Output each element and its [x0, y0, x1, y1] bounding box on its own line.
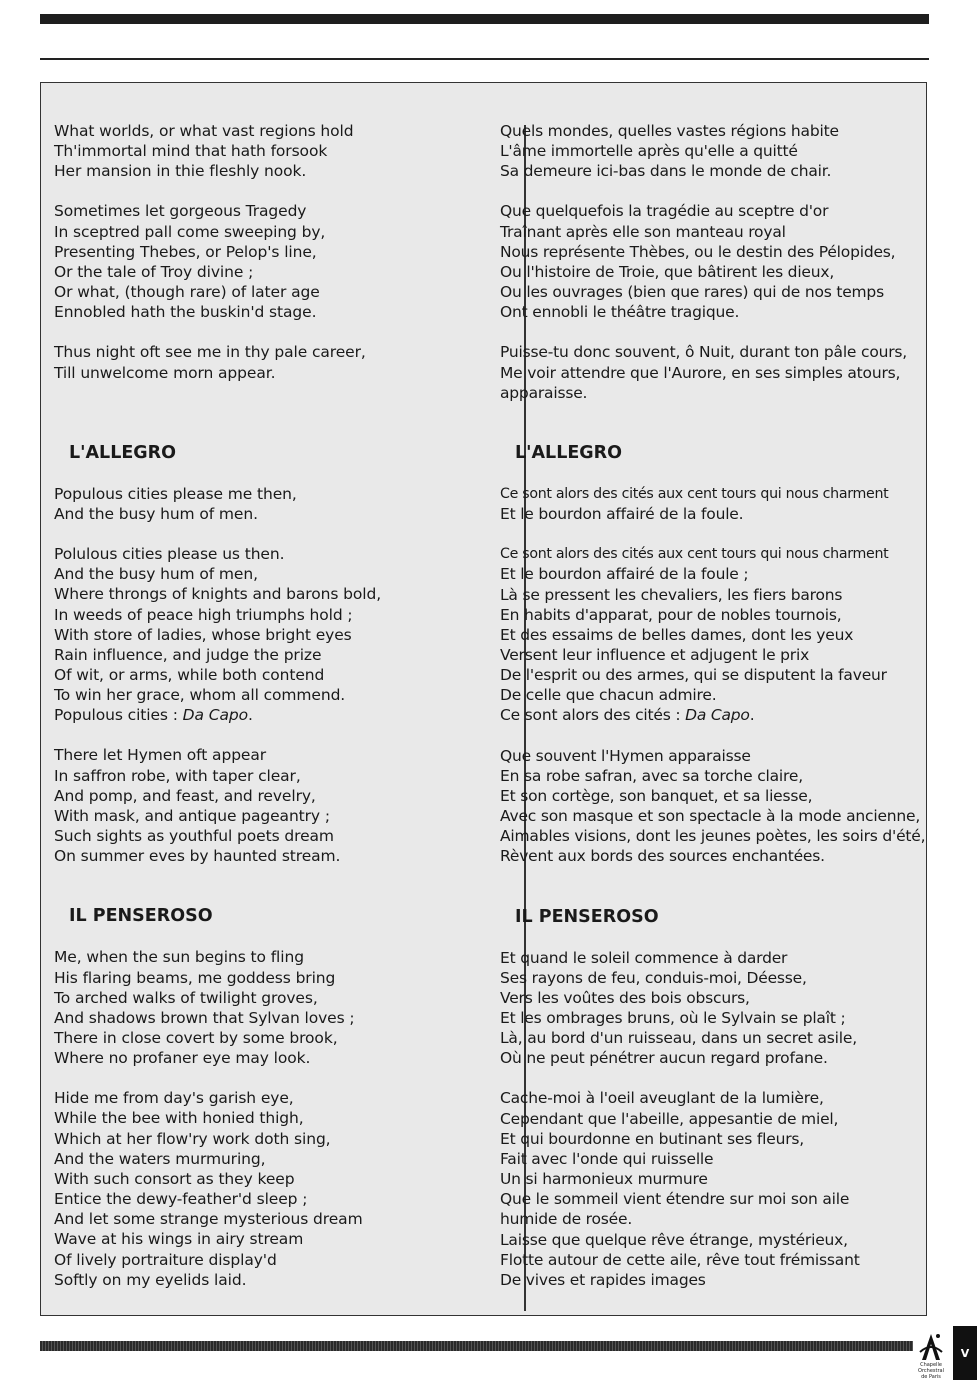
- stanza: [54, 201, 494, 322]
- verse-line: Polulous cities please us then.: [54, 545, 285, 564]
- verse-line: Her mansion in thie fleshly nook.: [54, 162, 307, 181]
- stanza: [54, 121, 494, 181]
- verse-line: Et le bourdon affairé de la foule ;: [500, 565, 749, 584]
- verse-line: Là se pressent les chevaliers, les fiers barons: [500, 585, 843, 604]
- verse-line: Ont ennobli le théâtre tragique.: [500, 303, 740, 322]
- verse-line: Presenting Thebes, or Pelop's line,: [54, 242, 317, 261]
- verse-line: Et des essaims de belles dames, dont les yeux: [500, 625, 854, 644]
- verse-line: And shadows brown that Sylvan loves ;: [54, 1008, 355, 1027]
- verse-line: Thus night oft see me in thy pale career,: [54, 343, 366, 362]
- verse-line: Ou l'histoire de Troie, que bâtirent les dieux,: [500, 262, 835, 281]
- section-heading: IL PENSEROSO: [69, 906, 213, 927]
- verse-line: Such sights as youthful poets dream: [54, 827, 334, 846]
- verse-line: Where no profaner eye may look.: [54, 1049, 311, 1068]
- spacer: [500, 181, 925, 201]
- verse-line: De vives et rapides images: [500, 1270, 706, 1289]
- verse-line: De l'esprit ou des armes, qui se disputent la faveur: [500, 666, 887, 685]
- stanza: [54, 544, 494, 725]
- stanza: [54, 342, 494, 382]
- verse-line: En sa robe safran, avec sa torche claire,: [500, 766, 803, 785]
- verse-line: While the bee with honied thigh,: [54, 1109, 304, 1128]
- spacer: [54, 463, 494, 484]
- french-column: [500, 121, 925, 1290]
- verse-line: Avec son masque et son spectacle à la mode ancienne,: [500, 807, 921, 826]
- verse-line: Entice the dewy-feather'd sleep ;: [54, 1190, 308, 1209]
- stanza: [500, 121, 925, 181]
- spacer: [500, 726, 925, 746]
- stanza: [500, 1088, 925, 1290]
- verse-line: In weeds of peace high triumphs hold ;: [54, 605, 353, 624]
- spacer: [500, 1068, 925, 1088]
- verse-line: Th'immortal mind that hath forsook: [54, 142, 328, 161]
- verse-line: And the busy hum of men,: [54, 565, 258, 584]
- verse-line: With store of ladies, whose bright eyes: [54, 625, 352, 644]
- verse-line: Là, au bord d'un ruisseau, dans un secret asile,: [500, 1029, 857, 1048]
- verse-line: Of wit, or arms, while both contend: [54, 665, 325, 684]
- verse-line: Flotte autour de cette aile, rêve tout frémissant: [500, 1250, 860, 1269]
- top-decorative-bar: [40, 14, 929, 24]
- verse-line: Aimables visions, dont les jeunes poètes, les soirs d'été,: [500, 827, 926, 846]
- verse-line: Ce sont alors des cités : Da Capo.: [500, 706, 755, 725]
- top-rule: [40, 58, 929, 60]
- verse-line: Ou les ouvrages (bien que rares) qui de nos temps: [500, 283, 884, 302]
- stanza: [54, 947, 494, 1068]
- verse-line: Ce sont alors des cités aux cent tours qui nous charment: [500, 546, 889, 563]
- verse-line: In sceptred pall come sweeping by,: [54, 222, 326, 241]
- spacer: [54, 1068, 494, 1088]
- stanza: [500, 544, 925, 725]
- verse-line: Which at her flow'ry work doth sing,: [54, 1129, 331, 1148]
- verse-line: De celle que chacun admire.: [500, 686, 717, 705]
- spacer: [500, 322, 925, 342]
- verse-line: Or what, (though rare) of later age: [54, 283, 320, 302]
- verse-line: Quels mondes, quelles vastes régions habite: [500, 122, 839, 140]
- verse-line: L'âme immortelle après qu'elle a quitté: [500, 142, 798, 161]
- spacer: [54, 322, 494, 342]
- verse-line: Et quand le soleil commence à darder: [500, 948, 788, 967]
- verse-line: Rain influence, and judge the prize: [54, 645, 322, 664]
- verse-line: And pomp, and feast, and revelry,: [54, 786, 316, 805]
- stanza: [54, 484, 494, 524]
- verse-line: Que quelquefois la tragédie au sceptre d'or: [500, 202, 829, 221]
- text-panel: [40, 82, 927, 1316]
- verse-line: Puisse-tu donc souvent, ô Nuit, durant ton pâle cours,: [500, 343, 908, 362]
- verse-line: apparaisse.: [500, 383, 588, 402]
- stanza: [500, 948, 925, 1069]
- verse-line: On summer eves by haunted stream.: [54, 847, 341, 866]
- verse-line: And the waters murmuring,: [54, 1149, 266, 1168]
- stanza: [500, 201, 925, 322]
- verse-line: There in close covert by some brook,: [54, 1029, 338, 1047]
- verse-line: Vers les voûtes des bois obscurs,: [500, 988, 750, 1007]
- spacer: [54, 866, 494, 906]
- verse-line: Populous cities please me then,: [54, 484, 297, 503]
- verse-line: Et qui bourdonne en butinant ses fleurs,: [500, 1129, 804, 1148]
- spacer: [54, 725, 494, 745]
- spacer: [500, 927, 925, 948]
- stanza: [500, 746, 925, 867]
- verse-line: humide de rosée.: [500, 1210, 633, 1229]
- logo-text: Chapelle Orchestral de Paris: [918, 1362, 944, 1380]
- verse-line: Ennobled hath the buskin'd stage.: [54, 303, 317, 322]
- verse-line: In saffron robe, with taper clear,: [54, 766, 301, 785]
- section-heading: L'ALLEGRO: [515, 442, 623, 463]
- verse-line: Wave at his wings in airy stream: [54, 1230, 304, 1249]
- verse-line: Till unwelcome morn appear.: [54, 363, 276, 382]
- spacer: [54, 383, 494, 443]
- verse-line: Or the tale of Troy divine ;: [54, 262, 254, 281]
- verse-line: Ce sont alors des cités aux cent tours qui nous charment: [500, 485, 889, 502]
- verse-line: Versent leur influence et adjugent le prix: [500, 645, 810, 664]
- spacer: [500, 463, 925, 484]
- verse-line: Que le sommeil vient étendre sur moi son aile: [500, 1190, 850, 1209]
- verse-line: Me, when the sun begins to fling: [54, 948, 304, 967]
- verse-line: Me voir attendre que l'Aurore, en ses simples atours,: [500, 363, 901, 382]
- verse-line: Et le bourdon affairé de la foule.: [500, 505, 744, 524]
- english-column: [54, 121, 494, 1290]
- spacer: [500, 524, 925, 544]
- verse-line: Fait avec l'onde qui ruisselle: [500, 1149, 714, 1168]
- verse-line: Où ne peut pénétrer aucun regard profane.: [500, 1049, 828, 1068]
- stanza: [54, 745, 494, 866]
- verse-line: With such consort as they keep: [54, 1169, 295, 1188]
- stanza: [54, 1088, 494, 1290]
- verse-line: Que souvent l'Hymen apparaisse: [500, 746, 751, 765]
- verse-line: Ses rayons de feu, conduis-moi, Déesse,: [500, 968, 807, 987]
- verse-line: Un si harmonieux murmure: [500, 1170, 708, 1189]
- bottom-decorative-bar: [40, 1341, 913, 1351]
- verse-line: With mask, and antique pageantry ;: [54, 806, 330, 825]
- verse-line: And let some strange mysterious dream: [54, 1210, 363, 1229]
- verse-line: To win her grace, whom all commend.: [54, 686, 346, 705]
- verse-line: To arched walks of twilight groves,: [54, 988, 318, 1007]
- spacer: [54, 926, 494, 947]
- page-number: V: [953, 1326, 977, 1380]
- verse-line: Sometimes let gorgeous Tragedy: [54, 202, 307, 221]
- verse-line: Rèvent aux bords des sources enchantées.: [500, 847, 825, 866]
- verse-line: Where throngs of knights and barons bold,: [54, 585, 382, 604]
- verse-line: His flaring beams, me goddess bring: [54, 968, 336, 987]
- spacer: [54, 524, 494, 544]
- verse-line: And the busy hum of men.: [54, 504, 258, 523]
- verse-line: En habits d'apparat, pour de nobles tournois,: [500, 605, 842, 624]
- verse-line: Cependant que l'abeille, appesantie de miel,: [500, 1109, 839, 1128]
- verse-line: Et les ombrages bruns, où le Sylvain se plaît ;: [500, 1009, 846, 1027]
- verse-line: Traînant après elle son manteau royal: [500, 222, 786, 241]
- verse-line: There let Hymen oft appear: [54, 746, 267, 765]
- spacer: [500, 867, 925, 907]
- stanza: [500, 342, 925, 402]
- verse-line: Softly on my eyelids laid.: [54, 1270, 247, 1289]
- section-heading: L'ALLEGRO: [69, 442, 177, 463]
- verse-line: Nous représente Thèbes, ou le destin des Pélopides,: [500, 242, 896, 261]
- verse-line: What worlds, or what vast regions hold: [54, 122, 354, 140]
- verse-line: Cache-moi à l'oeil aveuglant de la lumière,: [500, 1089, 824, 1108]
- verse-line: Hide me from day's garish eye,: [54, 1089, 294, 1108]
- verse-line: Sa demeure ici-bas dans le monde de chair.: [500, 162, 832, 181]
- stanza: [500, 484, 925, 524]
- spacer: [500, 403, 925, 443]
- verse-line: Laisse que quelque rêve étrange, mystérieux,: [500, 1230, 848, 1249]
- verse-line: Populous cities : Da Capo.: [54, 706, 253, 725]
- verse-line: Et son cortège, son banquet, et sa liesse,: [500, 786, 813, 805]
- section-heading: IL PENSEROSO: [515, 906, 659, 927]
- verse-line: Of lively portraiture display'd: [54, 1250, 277, 1269]
- spacer: [54, 181, 494, 201]
